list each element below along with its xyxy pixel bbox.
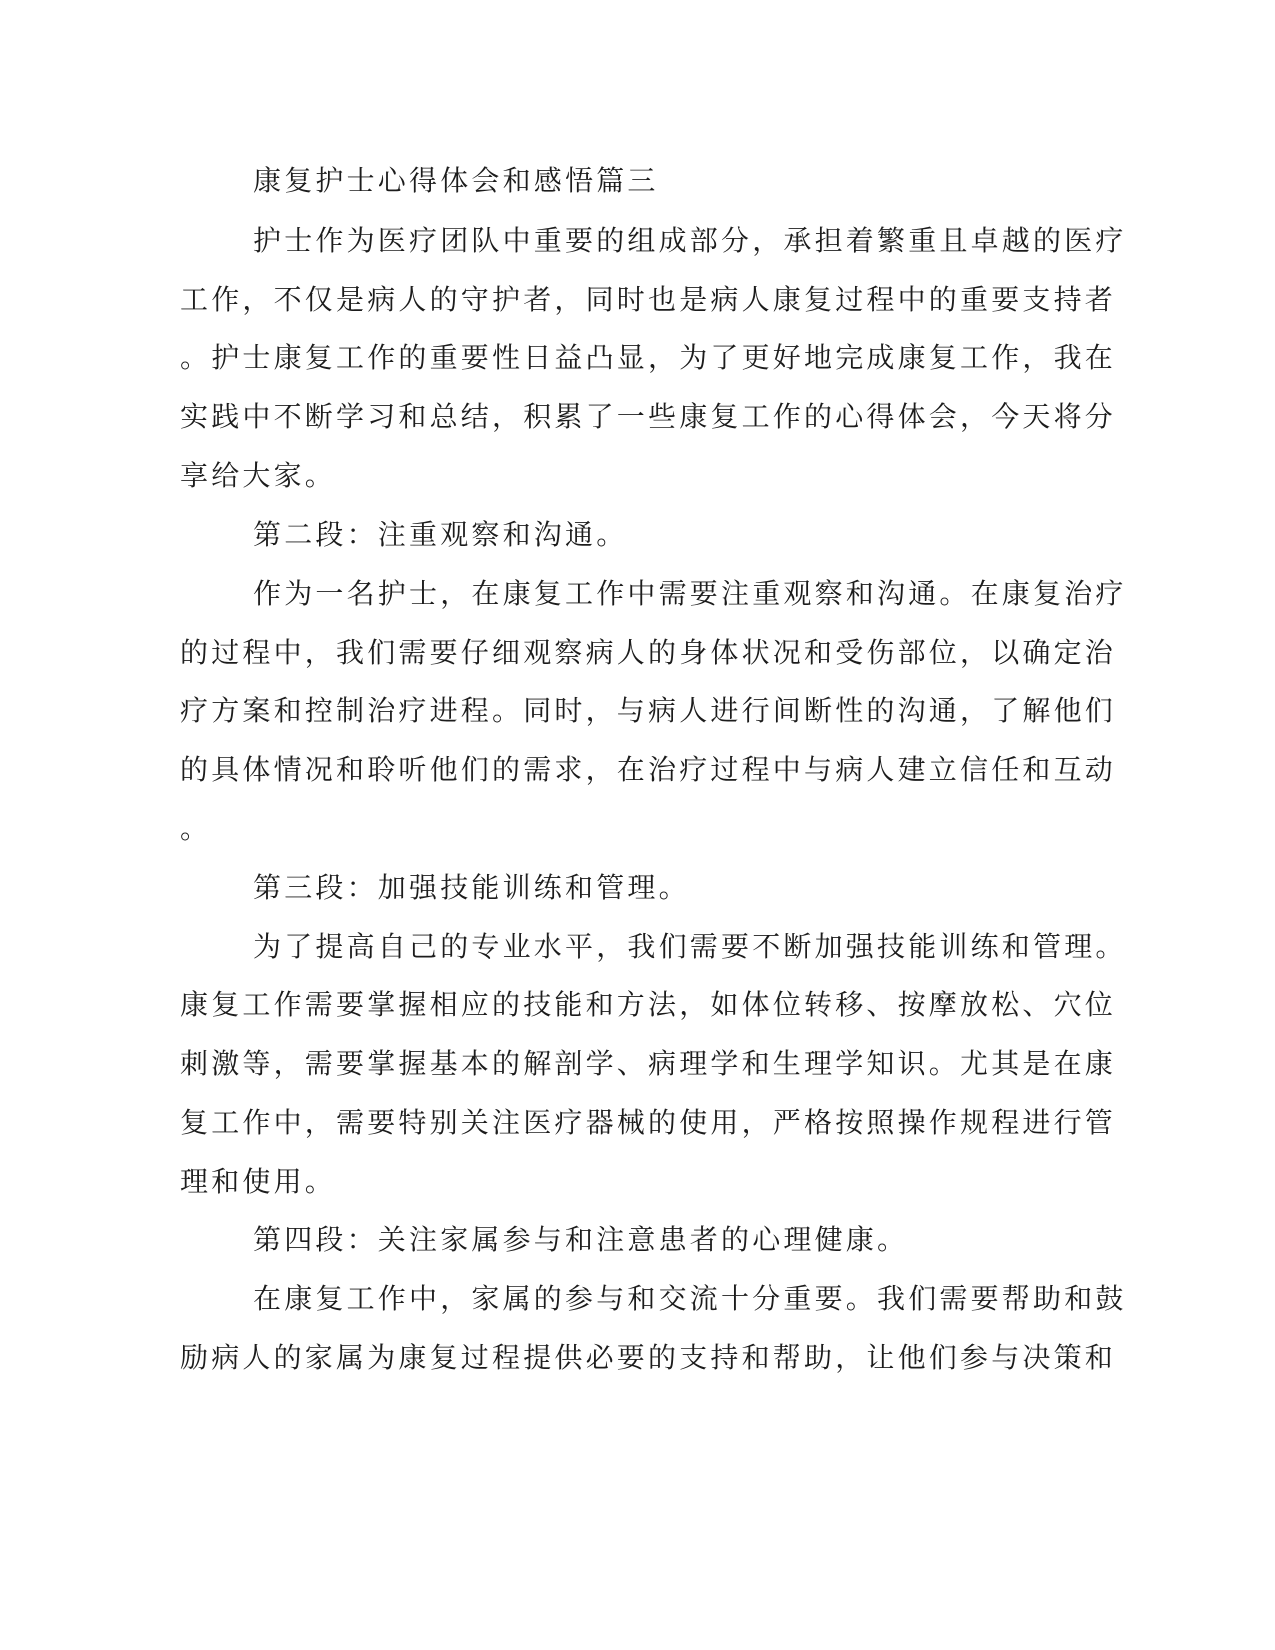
text-line: 理和使用。 (180, 1165, 337, 1198)
text-line: 刺激等，需要掌握基本的解剖学、病理学和生理学知识。尤其是在康 (180, 1047, 1117, 1080)
text-line: 享给大家。 (180, 459, 337, 492)
text-line: 为了提高自己的专业水平，我们需要不断加强技能训练和管理。 (253, 930, 1127, 963)
document-title: 康复护士心得体会和感悟篇三 (253, 164, 659, 197)
text-line: 疗方案和控制治疗进程。同时，与病人进行间断性的沟通，了解他们 (180, 694, 1117, 727)
text-line: 工作，不仅是病人的守护者，同时也是病人康复过程中的重要支持者 (180, 283, 1117, 316)
text-line: 康复工作需要掌握相应的技能和方法，如体位转移、按摩放松、穴位 (180, 988, 1117, 1021)
text-line: 的具体情况和聆听他们的需求，在治疗过程中与病人建立信任和互动 (180, 753, 1117, 786)
text-line: 。护士康复工作的重要性日益凸显，为了更好地完成康复工作，我在 (180, 341, 1117, 374)
text-line: 实践中不断学习和总结，积累了一些康复工作的心得体会，今天将分 (180, 400, 1117, 433)
text-line: 励病人的家属为康复过程提供必要的支持和帮助，让他们参与决策和 (180, 1341, 1117, 1374)
text-line: 在康复工作中，家属的参与和交流十分重要。我们需要帮助和鼓 (253, 1282, 1127, 1315)
section-heading: 第三段：加强技能训练和管理。 (253, 871, 690, 904)
text-line: 的过程中，我们需要仔细观察病人的身体状况和受伤部位，以确定治 (180, 636, 1117, 669)
text-line: 。 (180, 812, 212, 845)
section-heading: 第四段：关注家属参与和注意患者的心理健康。 (253, 1223, 909, 1256)
text-line: 复工作中，需要特别关注医疗器械的使用，严格按照操作规程进行管 (180, 1106, 1117, 1139)
text-line: 护士作为医疗团队中重要的组成部分，承担着繁重且卓越的医疗 (253, 224, 1127, 257)
section-heading: 第二段：注重观察和沟通。 (253, 518, 628, 551)
text-line: 作为一名护士，在康复工作中需要注重观察和沟通。在康复治疗 (253, 577, 1127, 610)
